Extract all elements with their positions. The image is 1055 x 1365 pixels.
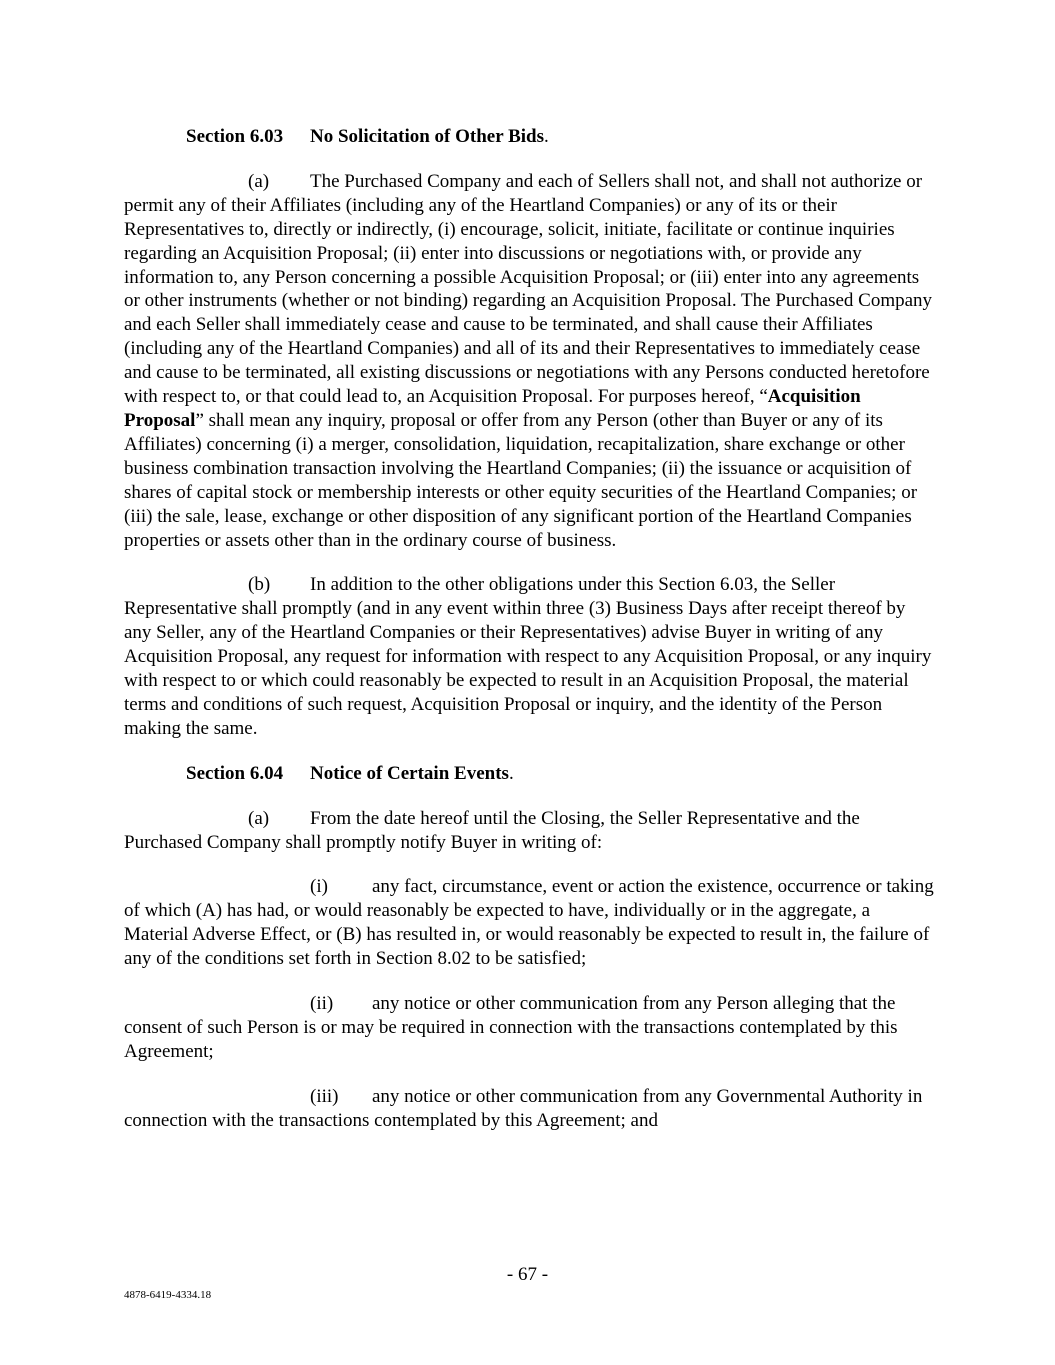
- paragraph-text: any notice or other communication from any Person alleging that the consent of such Person is or may be required in connection with the transactions contemplated by this Agreement;: [124, 993, 898, 1062]
- document-page: [124, 125, 934, 1154]
- paragraph-label: (a): [248, 807, 270, 829]
- defined-term: Acquisition Proposal: [124, 386, 861, 431]
- paragraph-6-03-a: [124, 170, 934, 553]
- section-heading-6-04: [124, 762, 934, 786]
- paragraph-label: (a): [248, 170, 270, 192]
- section-title: No Solicitation of Other Bids: [310, 126, 544, 147]
- paragraph-text: any notice or other communication from any Governmental Authority in connection with the transactions contemplated by this Agreement; and: [124, 1085, 923, 1131]
- paragraph-text-continued: ” shall mean any inquiry, proposal or offer from any Person (other than Buyer or any of its Affiliates) concerning (i) a merger, consolidation, liquidation, recapitalization, share exchange or other business combination transaction involving the Heartland Companies; (ii) the issuance or acquisition of shares of capital stock or membership interests or other equity securities of the Heartland Companies; or (iii) the sale, lease, exchange or other disposition of any significant portion of the Heartland Companies properties or assets other than in the ordinary course of business.: [124, 409, 918, 551]
- paragraph-6-04-a-iii: [124, 1085, 934, 1133]
- section-number: Section 6.04: [186, 762, 284, 784]
- paragraph-6-04-a-i: [124, 875, 934, 971]
- paragraph-6-03-b: [124, 573, 934, 740]
- paragraph-text: The Purchased Company and each of Sellers shall not, and shall not authorize or permit any of their Affiliates (including any of the Heartland Companies) or any of its or their Representatives to, directly or indirectly, (i) encourage, solicit, initiate, facilitate or continue inquiries regarding an Acquisition Proposal; (ii) enter into discussions or negotiations with, or provide any information to, any Person concerning a possible Acquisition Proposal; or (iii) enter into any agreements or other instruments (whether or not binding) regarding an Acquisition Proposal. The Purchased Company and each Seller shall immediately cease and cause to be terminated, and shall cause their Affiliates (including any of the Heartland Companies) and all of its and their Representatives to immediately cease and cause to be terminated, all existing discussions or negotiations with any Persons conducted heretofore with respect to, or that could lead to, an Acquisition Proposal. For purposes hereof, “: [124, 170, 933, 408]
- page-number: - 67 -: [506, 1264, 549, 1285]
- paragraph-text: any fact, circumstance, event or action the existence, occurrence or taking of which (A) has had, or would reasonably be expected to have, individually or in the aggregate, a Material Adverse Effect, or (B) has resulted in, or would reasonably be expected to result in, the failure of any of the conditions set forth in Section 8.02 to be satisfied;: [124, 876, 934, 970]
- paragraph-6-04-a: [124, 807, 934, 855]
- document-id: 4878-6419-4334.18: [124, 1289, 212, 1301]
- paragraph-label: (b): [248, 574, 271, 596]
- paragraph-label: (i): [310, 876, 328, 898]
- paragraph-text: In addition to the other obligations under this Section 6.03, the Seller Representative shall promptly (and in any event within three (3) Business Days after receipt thereof by any Seller, any of the Heartland Companies or their Representatives) advise Buyer in writing of any Acquisition Proposal, any request for information with respect to any Acquisition Proposal, or any inquiry with respect to or which could reasonably be expected to result in an Acquisition Proposal, the material terms and conditions of such request, Acquisition Proposal or inquiry, and the identity of the Person making the same.: [124, 574, 932, 739]
- paragraph-6-04-a-ii: [124, 992, 934, 1064]
- paragraph-label: (iii): [310, 1085, 339, 1107]
- section-title-period: .: [508, 762, 514, 784]
- paragraph-label: (ii): [310, 993, 334, 1015]
- section-title: Notice of Certain Events: [310, 762, 509, 784]
- section-title-period: .: [544, 126, 549, 147]
- section-number: Section 6.03: [186, 126, 284, 147]
- paragraph-text: From the date hereof until the Closing, the Seller Representative and the Purchased Company shall promptly notify Buyer in writing of:: [124, 807, 860, 853]
- section-heading-6-03: [124, 125, 934, 149]
